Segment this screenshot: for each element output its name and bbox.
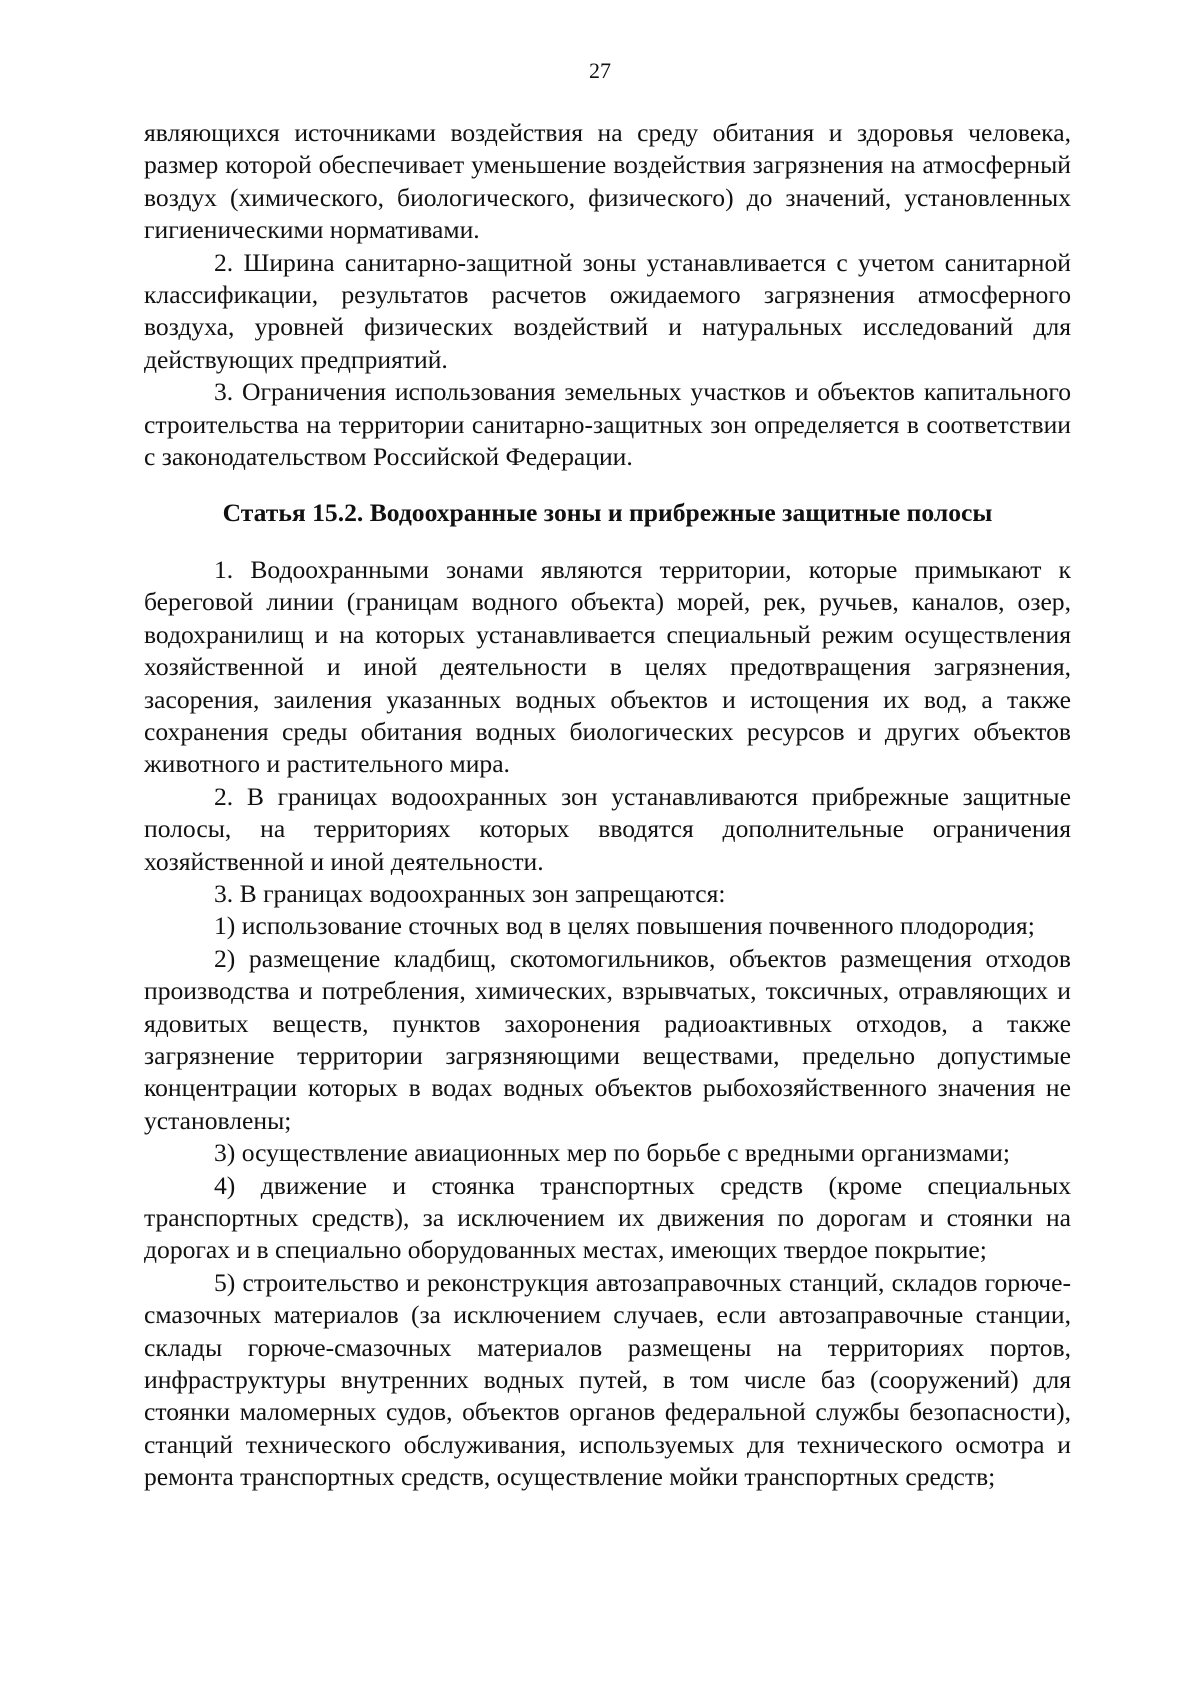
paragraph-protective-strips: 2. В границах водоохранных зон устанавливаются прибрежные защитные полосы, на территориях которых вводятся дополнительные ограничения хозяйственной и иной деятельности. <box>144 781 1071 876</box>
document-body <box>144 117 1071 1494</box>
paragraph-land-restrictions: 3. Ограничения использования земельных участков и объектов капитального строительства на территории санитарно-защитных зон определяется в соответствии с законодательством Российской Федерации. <box>144 377 1071 472</box>
list-item-3: 3) осуществление авиационных мер по борьбе с вредными организмами; <box>214 1138 1010 1168</box>
list-item-4: 4) движение и стоянка транспортных средств (кроме специальных транспортных средств), за исключением их движения по дорогам и стоянки на дорогах и в специально оборудованных местах, имеющих твердое покрытие; <box>144 1170 1071 1265</box>
paragraph-water-zones-definition: 1. Водоохранными зонами являются территории, которые примыкают к береговой линии (границам водного объекта) морей, рек, ручьев, каналов, озер, водохранилищ и на которых устанавливается специальный режим осуществления хозяйственной и иной деятельности в целях предотвращения загрязнения, засорения, заиления указанных водных объектов и истощения их вод, а также сохранения среды обитания водных биологических ресурсов и других объектов животного и растительного мира. <box>144 554 1071 779</box>
paragraph-continuation: являющихся источниками воздействия на среду обитания и здоровья человека, размер которой обеспечивает уменьшение воздействия загрязнения на атмосферный воздух (химического, биологического, физического) до значений, установленных гигиеническими нормативами. <box>144 118 1071 245</box>
section-article <box>144 554 1071 1494</box>
section-top <box>144 117 1071 473</box>
article-heading: Статья 15.2. Водоохранные зоны и прибрежные защитные полосы <box>222 498 993 528</box>
paragraph-zone-width: 2. Ширина санитарно-защитной зоны устанавливается с учетом санитарной классификации, результатов расчетов ожидаемого загрязнения атмосферного воздуха, уровней физических воздействий и натуральных исследований для действующих предприятий. <box>144 247 1071 374</box>
list-item-5: 5) строительство и реконструкция автозаправочных станций, складов горюче-смазочных материалов (за исключением случаев, если автозаправочные станции, склады горюче-смазочных материалов размещены на территориях портов, инфраструктуры внутренних водных путей, в том числе баз (сооружений) для стоянки маломерных судов, объектов органов федеральной службы безопасности), станций технического обслуживания, используемых для технического осмотра и ремонта транспортных средств, осуществление мойки транспортных средств; <box>144 1267 1071 1492</box>
list-item-2: 2) размещение кладбищ, скотомогильников, объектов размещения отходов производства и потребления, химических, взрывчатых, токсичных, отравляющих и ядовитых веществ, пунктов захоронения радиоактивных отходов, а также загрязнение территории загрязняющими веществами, предельно допустимые концентрации которых в водах водных объектов рыбохозяйственного значения не установлены; <box>144 943 1071 1135</box>
list-item-1: 1) использование сточных вод в целях повышения почвенного плодородия; <box>214 911 1035 941</box>
paragraph-prohibitions-intro: 3. В границах водоохранных зон запрещаются: <box>214 878 726 908</box>
page-number: 27 <box>589 58 611 83</box>
